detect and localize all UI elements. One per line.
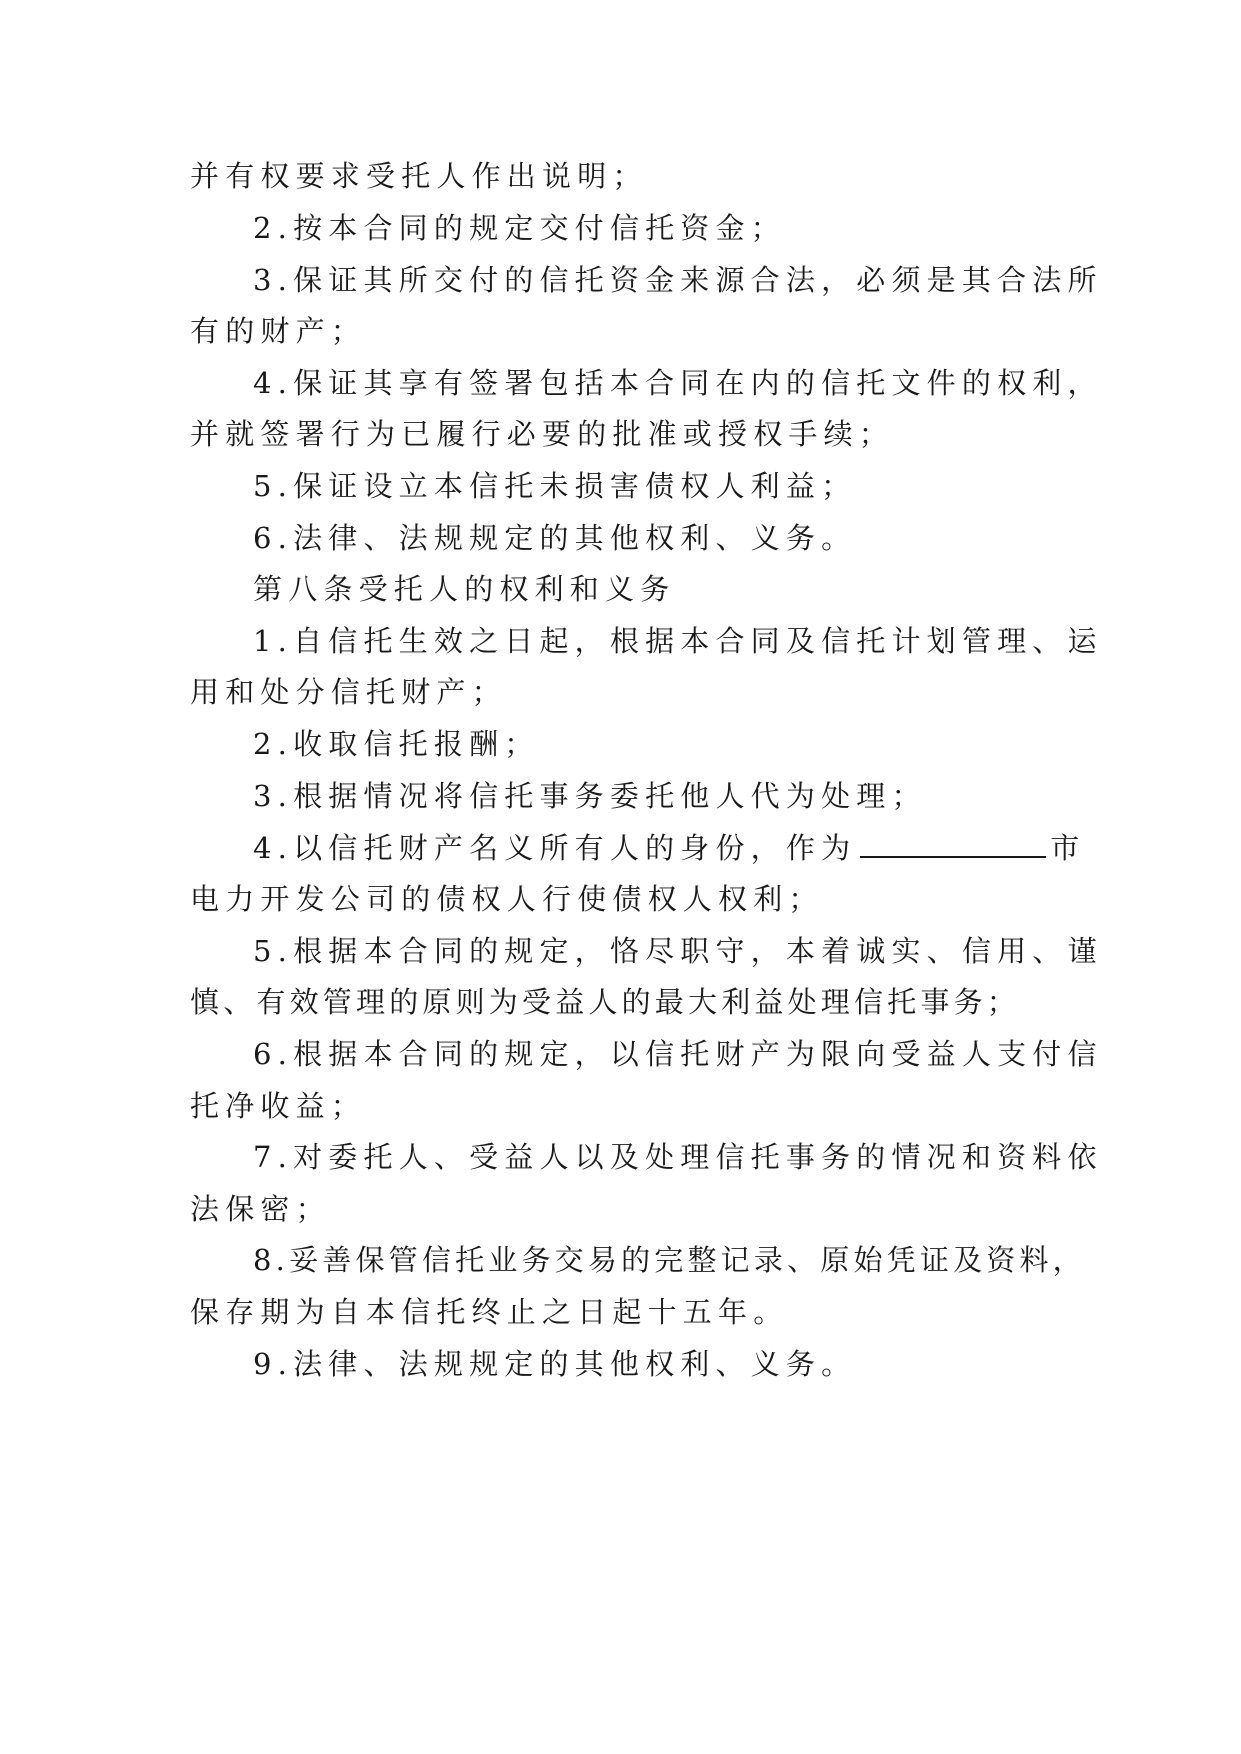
paragraph-line: 8.妥善保管信托业务交易的完整记录、原始凭证及资料， [253, 1243, 1086, 1277]
paragraph-line: 3.根据情况将信托事务委托他人代为处理； [253, 779, 927, 813]
paragraph-line: 1.自信托生效之日起，根据本合同及信托计划管理、运 [253, 624, 1103, 658]
paragraph-line: 用和处分信托财产； [190, 675, 507, 709]
paragraph-line: 有的财产； [190, 314, 367, 348]
paragraph-line: 托净收益； [190, 1089, 367, 1123]
line-text-after-blank: 市 [1050, 831, 1086, 865]
paragraph-line: 9.法律、法规规定的其他权利、义务。 [253, 1347, 857, 1381]
section-heading: 第八条受托人的权利和义务 [253, 572, 676, 606]
paragraph-line: 6.法律、法规规定的其他权利、义务。 [253, 521, 857, 555]
paragraph-line-with-blank [253, 828, 1085, 868]
fill-in-blank [860, 828, 1046, 858]
paragraph-line: 慎、有效管理的原则为受益人的最大利益处理信托事务； [190, 985, 1021, 1019]
paragraph-line: 4.保证其享有签署包括本合同在内的信托文件的权利， [253, 366, 1103, 400]
paragraph-line: 7.对委托人、受益人以及处理信托事务的情况和资料依 [253, 1140, 1103, 1174]
paragraph-line: 并就签署行为已履行必要的批准或授权手续； [190, 417, 895, 451]
paragraph-line: 2.收取信托报酬； [253, 727, 540, 761]
paragraph-line: 2.按本合同的规定交付信托资金； [253, 211, 786, 245]
paragraph-line: 5.保证设立本信托未损害债权人利益； [253, 469, 857, 503]
paragraph-line: 保存期为自本信托终止之日起十五年。 [190, 1295, 789, 1329]
line-text-before-blank: 4.以信托财产名义所有人的身份，作为 [253, 831, 857, 865]
paragraph-line: 电力开发公司的债权人行使债权人权利； [190, 882, 824, 916]
paragraph-line: 并有权要求受托人作出说明； [190, 159, 648, 193]
paragraph-line: 3.保证其所交付的信托资金来源合法，必须是其合法所 [253, 263, 1103, 297]
paragraph-line: 5.根据本合同的规定，恪尽职守，本着诚实、信用、谨 [253, 934, 1103, 968]
paragraph-line: 法保密； [190, 1192, 331, 1226]
paragraph-line: 6.根据本合同的规定，以信托财产为限向受益人支付信 [253, 1037, 1103, 1071]
